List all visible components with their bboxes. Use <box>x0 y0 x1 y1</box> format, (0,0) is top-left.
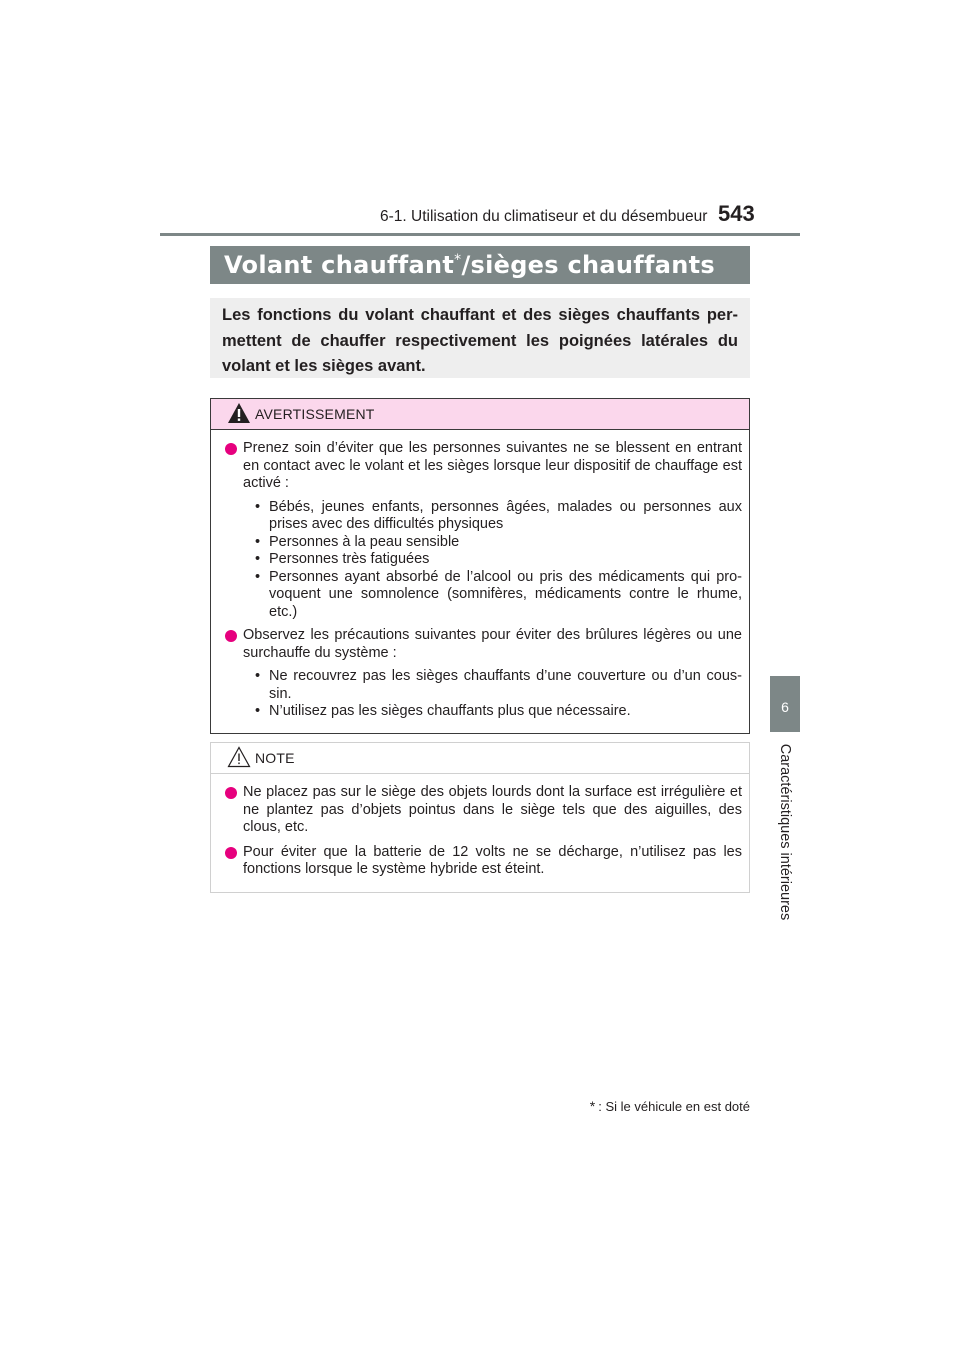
warning-subitem: • Personnes ayant absorbé de l’alcool ou pris des médicaments qui pro-voquent une somnolence (somnifères, médicaments contre le rhume, etc.) <box>255 569 742 622</box>
warning-heading: AVERTISSEMENT <box>255 406 375 422</box>
warning-item <box>225 440 742 621</box>
warning-box <box>210 398 750 734</box>
warning-subitem: • N’utilisez pas les sièges chauffants plus que nécessaire. <box>255 703 742 721</box>
page-title <box>224 251 715 279</box>
bullet-dot-icon <box>225 630 237 642</box>
warning-subitem: • Bébés, jeunes enfants, personnes âgées, malades ou personnes aux prises avec des difficultés physiques <box>255 499 742 534</box>
page-header <box>0 0 960 240</box>
warning-sublist <box>243 499 742 622</box>
note-heading: NOTE <box>255 750 295 766</box>
page-number: 543 <box>718 201 755 226</box>
note-box <box>210 742 750 893</box>
footnote <box>590 1098 750 1114</box>
warning-subitem: • Ne recouvrez pas les sièges chauffants d’une couverture ou d’un cous-sin. <box>255 668 742 703</box>
note-item-text: Pour éviter que la batterie de 12 volts ne se décharge, n’utilisez pas les fonctions lorsque le système hybride est éteint. <box>243 843 742 877</box>
chapter-tab: 6 <box>770 676 800 732</box>
intro-box <box>210 298 750 378</box>
warning-item <box>225 627 742 721</box>
warning-item-text: Prenez soin d’éviter que les personnes suivantes ne se blessent en entrant en contact avec le volant et les sièges lorsque leur dispositif de chauffage est activé : <box>243 440 742 491</box>
header-rule <box>160 233 800 236</box>
warning-sublist <box>243 668 742 721</box>
title-asterisk: * <box>454 252 462 268</box>
warning-header <box>211 399 749 430</box>
warning-body <box>211 430 749 721</box>
warning-subitem: • Personnes à la peau sensible <box>255 534 742 552</box>
title-part1: Volant chauffant <box>224 251 455 279</box>
warning-subitem: • Personnes très fatiguées <box>255 551 742 569</box>
note-item <box>225 784 742 837</box>
chapter-label-wrap <box>770 742 800 922</box>
section-title: 6-1. Utilisation du climatiseur et du désembueur <box>380 208 708 225</box>
note-header <box>211 743 749 774</box>
caution-triangle-outline-icon <box>227 745 251 769</box>
bullet-dot-icon <box>225 847 237 859</box>
footnote-asterisk: * <box>589 1098 596 1114</box>
title-part2: /sièges chauffants <box>461 251 716 279</box>
note-item-text: Ne placez pas sur le siège des objets lourds dont la surface est irrégulière et ne plantez pas d’objets pointus dans le siège tels que des aiguilles, des clous, etc. <box>243 784 742 835</box>
warning-triangle-icon <box>227 401 251 425</box>
title-bar <box>210 246 750 284</box>
intro-text: Les fonctions du volant chauffant et des sièges chauffants per-mettent de chauffer respectivement les poignées latérales du volant et les sièges avant. <box>222 306 738 375</box>
note-item <box>225 844 742 879</box>
warning-item-text: Observez les précautions suivantes pour éviter des brûlures légères ou une surchauffe du système : <box>243 627 742 661</box>
chapter-label: Caractéristiques intérieures <box>777 743 793 921</box>
footnote-text: : Si le véhicule en est doté <box>598 1099 750 1114</box>
note-body <box>211 774 749 879</box>
bullet-dot-icon <box>225 443 237 455</box>
bullet-dot-icon <box>225 787 237 799</box>
